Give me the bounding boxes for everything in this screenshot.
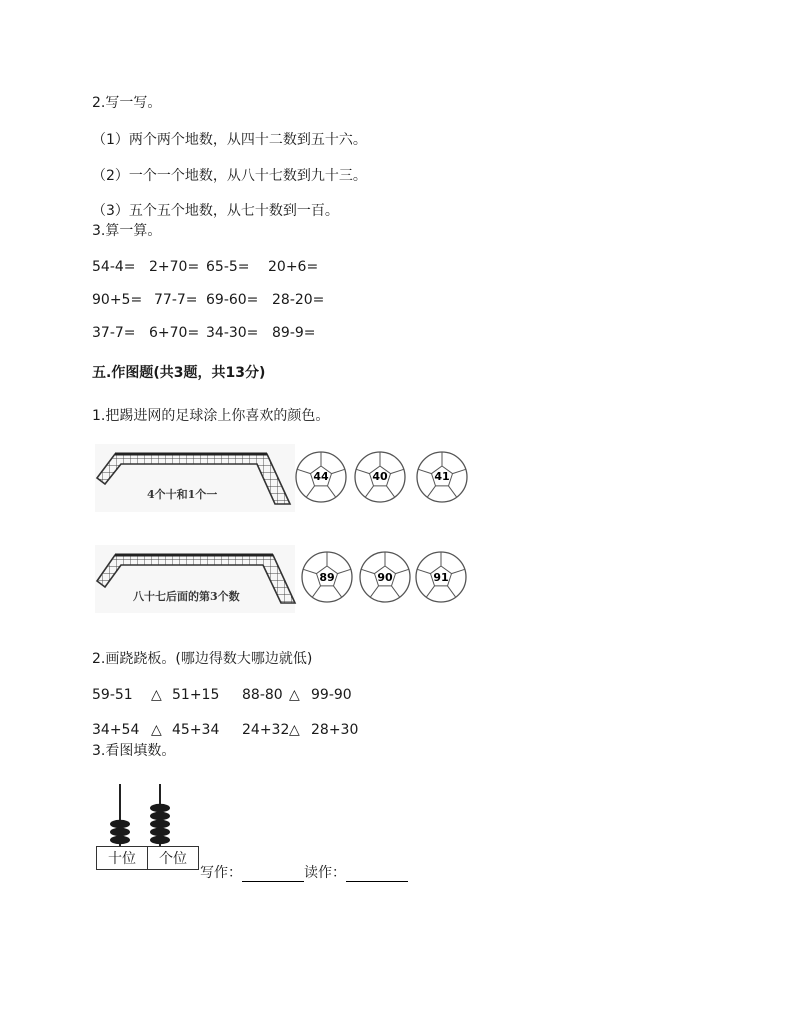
write-label: 写作： [200,865,242,881]
ball-number: 44 [313,470,329,483]
write-answer-blank[interactable] [242,867,304,882]
calc-item: 90+5= [92,292,143,308]
expr-right: 45+34 [172,722,220,738]
q2-title: 2.写一写。 [92,95,162,111]
tens-bead [110,828,130,836]
ones-bead [150,836,170,844]
ball-number: 90 [377,571,393,584]
expr-left: 59-51 [92,687,133,703]
calc-item: 69-60= [206,292,259,308]
calc-item: 34-30= [206,325,259,341]
expr-right: 28+30 [311,722,359,738]
tens-bead [110,820,130,828]
s5-q2-title: 2.画跷跷板。(哪边得数大哪边就低) [92,651,313,667]
q2-item-3: （3）五个五个地数，从七十数到一百。 [92,203,339,219]
calc-row [92,258,392,276]
ball-number: 40 [372,470,388,483]
ones-bead [150,804,170,812]
calc-item: 28-20= [272,292,325,308]
read-answer-blank[interactable] [346,867,408,882]
expr-right: 51+15 [172,687,220,703]
calc-item: 20+6= [268,259,319,275]
q2-item-1: （1）两个两个地数，从四十二数到五十六。 [92,132,367,148]
q3-title: 3.算一算。 [92,223,162,239]
calc-item: 54-4= [92,259,136,275]
goal-sign-text: 4个十和1个一 [147,488,218,501]
answer-line [200,864,408,882]
abacus-figure [96,782,200,848]
calc-item: 37-7= [92,325,136,341]
goal-figure-1 [95,444,475,512]
triangle-blank[interactable]: △ [151,722,162,738]
compare-row [92,721,492,739]
triangle-blank[interactable]: △ [289,722,300,738]
tens-bead [110,836,130,844]
expr-left: 88-80 [242,687,283,703]
ball-number: 41 [434,470,450,483]
ones-bead [150,820,170,828]
triangle-blank[interactable]: △ [151,687,162,703]
q2-item-2: （2）一个一个地数，从八十七数到九十三。 [92,168,367,184]
calc-item: 89-9= [272,325,316,341]
expr-left: 34+54 [92,722,140,738]
expr-left: 24+32 [242,722,290,738]
ball-number: 89 [319,571,335,584]
calc-item: 65-5= [206,259,250,275]
goal-sign-text: 八十七后面的第3个数 [133,590,240,603]
section-heading: 五.作图题(共3题，共13分) [92,365,266,381]
ones-bead [150,812,170,820]
calc-item: 2+70= [149,259,200,275]
calc-row [92,324,392,342]
calc-item: 77-7= [154,292,198,308]
expr-right: 99-90 [311,687,352,703]
s5-q1-title: 1.把踢进网的足球涂上你喜欢的颜色。 [92,408,330,424]
calc-item: 6+70= [149,325,200,341]
compare-row [92,686,492,704]
tens-place-label: 十位 [97,847,148,870]
ones-bead [150,828,170,836]
goal-figure-2 [95,545,475,613]
s5-q3-title: 3.看图填数。 [92,743,176,759]
triangle-blank[interactable]: △ [289,687,300,703]
read-label: 读作： [304,865,346,881]
place-value-table [96,846,199,870]
ball-number: 91 [433,571,449,584]
ones-place-label: 个位 [148,847,199,870]
calc-row [92,291,392,309]
